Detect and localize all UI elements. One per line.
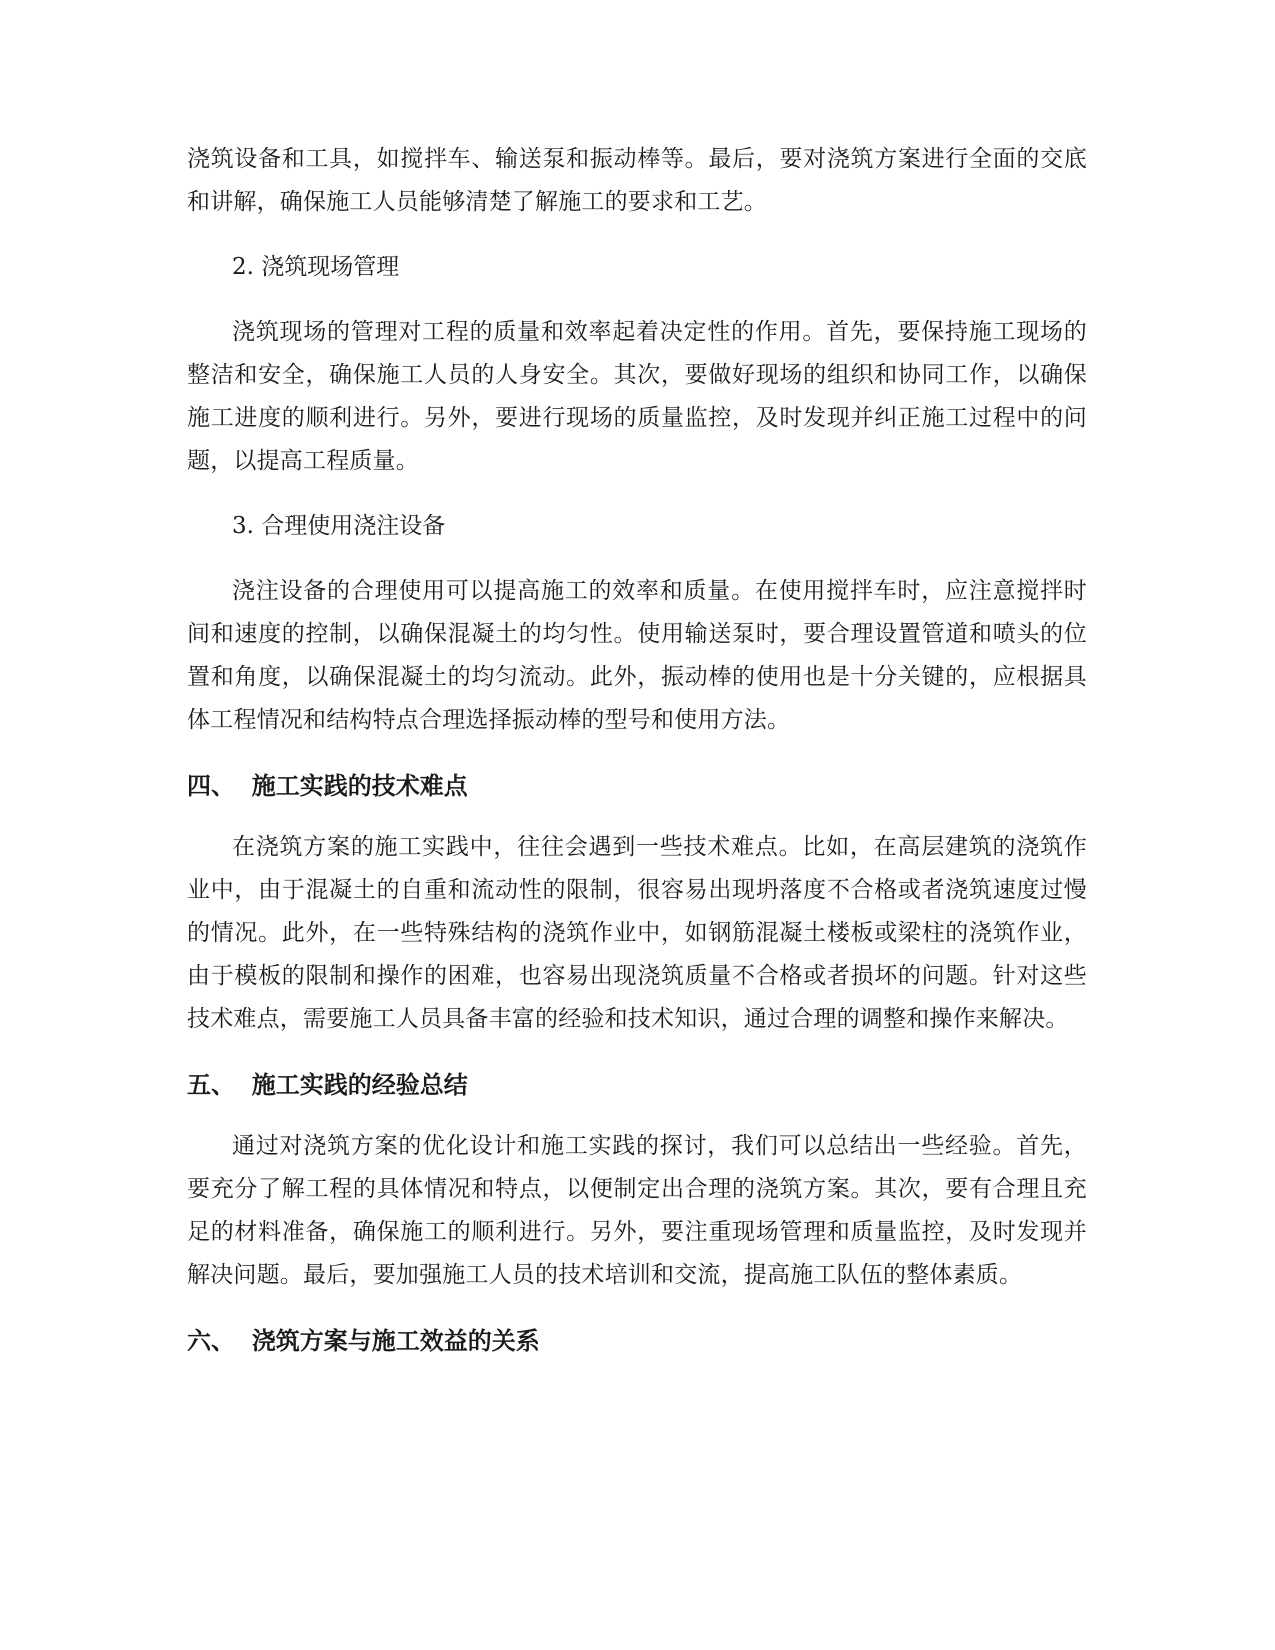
section-heading-construction-benefits: 六、 浇筑方案与施工效益的关系 [187,1327,540,1355]
paragraph-site-management: 浇筑现场的管理对工程的质量和效率起着决定性的作用。首先，要保持施工现场的整洁和安全，确保施工人员的人身安全。其次，要做好现场的组织和协同工作，以确保施工进度的顺利进行。另外，要进行现场的质量监控，及时发现并纠正施工过程中的问题，以提高工程质量。 [187,319,1087,474]
subheading-site-management: 2. 浇筑现场管理 [232,254,400,280]
paragraph-experience-summary: 通过对浇筑方案的优化设计和施工实践的探讨，我们可以总结出一些经验。首先，要充分了解工程的具体情况和特点，以便制定出合理的浇筑方案。其次，要有合理且充足的材料准备，确保施工的顺利进行。另外，要注重现场管理和质量监控，及时发现并解决问题。最后，要加强施工人员的技术培训和交流，提高施工队伍的整体素质。 [187,1133,1087,1288]
subheading-equipment-use: 3. 合理使用浇注设备 [232,513,446,539]
paragraph-technical-difficulties: 在浇筑方案的施工实践中，往往会遇到一些技术难点。比如，在高层建筑的浇筑作业中，由于混凝土的自重和流动性的限制，很容易出现坍落度不合格或者浇筑速度过慢的情况。此外，在一些特殊结构的浇筑作业中，如钢筋混凝土楼板或梁柱的浇筑作业，由于模板的限制和操作的困难，也容易出现浇筑质量不合格或者损坏的问题。针对这些技术难点，需要施工人员具备丰富的经验和技术知识，通过合理的调整和操作来解决。 [187,834,1087,1032]
paragraph-continued: 浇筑设备和工具，如搅拌车、输送泵和振动棒等。最后，要对浇筑方案进行全面的交底和讲解，确保施工人员能够清楚了解施工的要求和工艺。 [187,146,1087,215]
paragraph-equipment-use: 浇注设备的合理使用可以提高施工的效率和质量。在使用搅拌车时，应注意搅拌时间和速度的控制，以确保混凝土的均匀性。使用输送泵时，要合理设置管道和喷头的位置和角度，以确保混凝土的均匀流动。此外，振动棒的使用也是十分关键的，应根据具体工程情况和结构特点合理选择振动棒的型号和使用方法。 [187,578,1087,733]
section-heading-experience-summary: 五、 施工实践的经验总结 [187,1071,468,1099]
section-heading-technical-difficulties: 四、 施工实践的技术难点 [187,772,468,800]
document-body [187,138,1087,1381]
